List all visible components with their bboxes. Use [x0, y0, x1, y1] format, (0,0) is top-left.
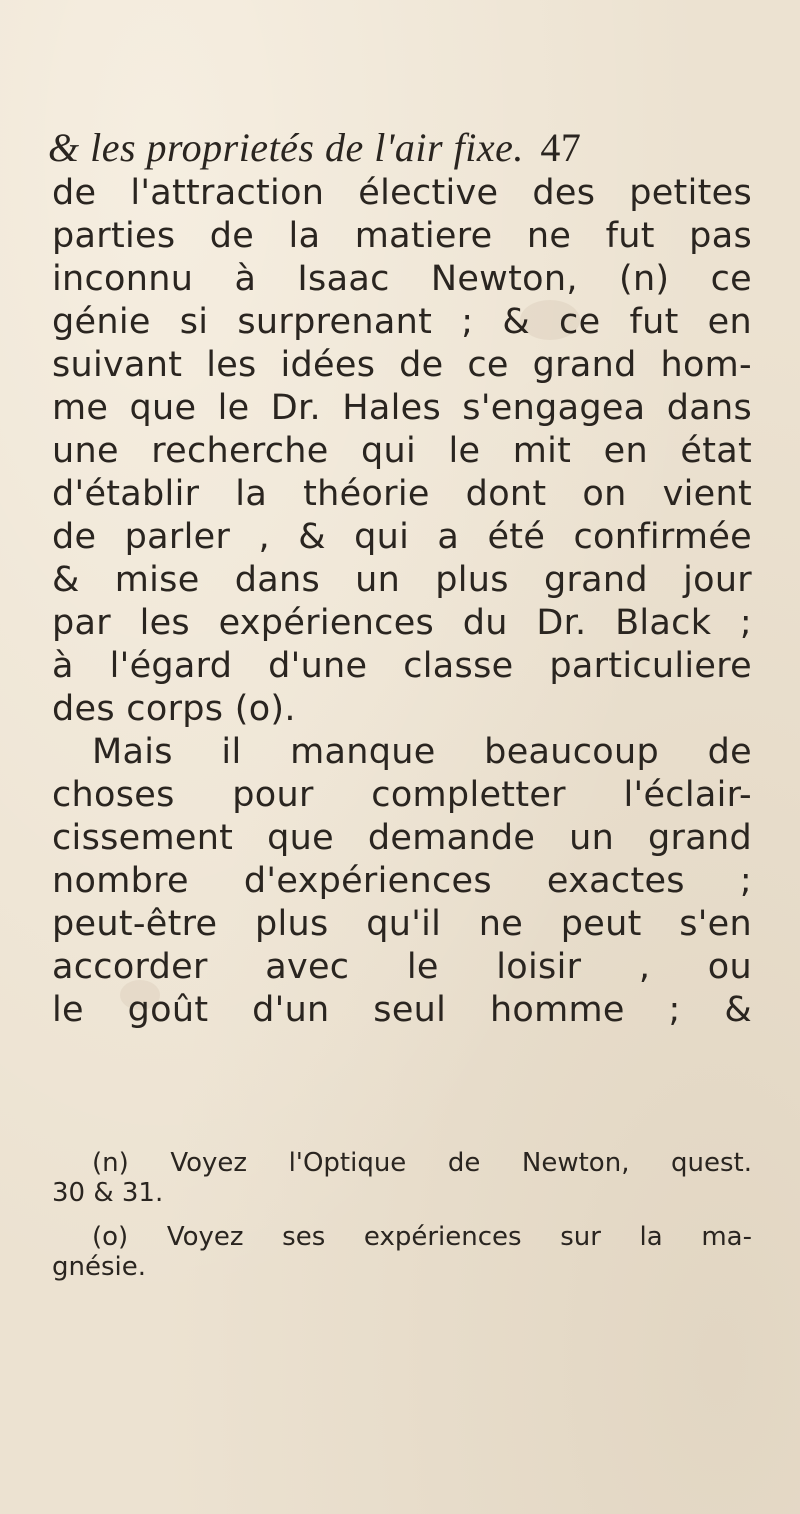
- text-line: à l'égard d'une classe particuliere: [52, 646, 752, 686]
- footnote-line: (o) Voyez ses expériences sur la ma-: [92, 1222, 752, 1252]
- text-line: cissement que demande un grand: [52, 818, 752, 858]
- main-text: [52, 172, 752, 1032]
- text-line: suivant les idées de ce grand hom-: [52, 345, 752, 385]
- text-line: accorder avec le loisir , ou: [52, 947, 752, 987]
- text-line: par les expériences du Dr. Black ;: [52, 603, 752, 643]
- text-line: le goût d'un seul homme ; &: [52, 990, 752, 1030]
- text-line: inconnu à Isaac Newton, (n) ce: [52, 259, 752, 299]
- text-line: de l'attraction élective des petites: [52, 173, 752, 213]
- footnote-n: [52, 1148, 752, 1208]
- footnote-o: [52, 1222, 752, 1282]
- text-line: choses pour completter l'éclair-: [52, 775, 752, 815]
- text-line: des corps (o).: [52, 689, 296, 729]
- footnote-line: 30 & 31.: [52, 1178, 164, 1208]
- footnotes: [52, 1148, 752, 1296]
- footnote-line: (n) Voyez l'Optique de Newton, quest.: [92, 1148, 752, 1178]
- text-line: parties de la matiere ne fut pas: [52, 216, 752, 256]
- running-title: & les proprietés de l'air fixe.: [48, 125, 524, 170]
- text-line: nombre d'expériences exactes ;: [52, 861, 752, 901]
- text-line: me que le Dr. Hales s'engagea dans: [52, 388, 752, 428]
- text-line: & mise dans un plus grand jour: [52, 560, 752, 600]
- text-line: une recherche qui le mit en état: [52, 431, 752, 471]
- text-line: d'établir la théorie dont on vient: [52, 474, 752, 514]
- text-line: de parler , & qui a été confirmée: [52, 517, 752, 557]
- text-line: peut-être plus qu'il ne peut s'en: [52, 904, 752, 944]
- running-header: [48, 120, 708, 176]
- footnote-line: gnésie.: [52, 1252, 147, 1282]
- page-number: 47: [540, 125, 582, 170]
- text-line: génie si surprenant ; & ce fut en: [52, 302, 752, 342]
- text-line: Mais il manque beaucoup de: [92, 732, 752, 772]
